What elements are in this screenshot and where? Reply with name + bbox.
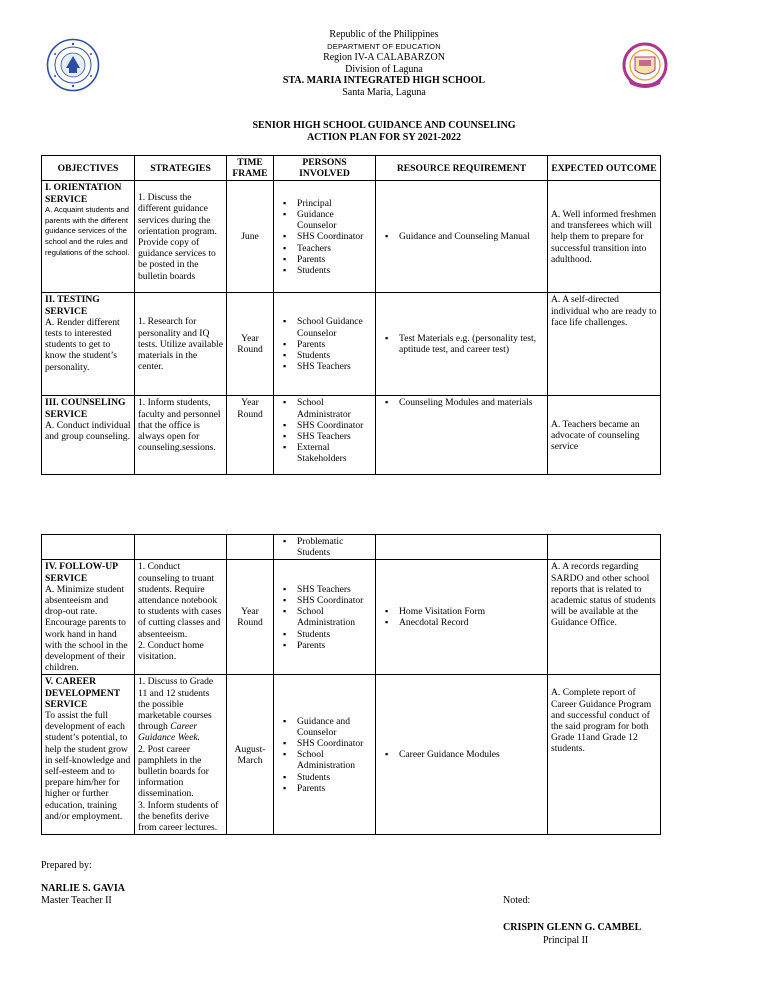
persons-list (277, 397, 372, 464)
resource-cell (376, 181, 548, 293)
persons-cell (274, 675, 376, 835)
document-title (0, 120, 768, 143)
list-item: ▪ Anecdotal Record (399, 617, 544, 628)
col-header: STRATEGIES (135, 156, 227, 181)
persons-cell (274, 396, 376, 475)
list-item: ▪ School Administration (297, 749, 372, 771)
strategy-cell: 1. Discuss the different guidance services during the orientation program. Provide copy of guidance services to be posted in the bulletin boards (135, 181, 227, 293)
list-item: ▪ Test Materials e.g. (personality test, aptitude test, and career test) (399, 333, 544, 355)
col-header: EXPECTED OUTCOME (548, 156, 661, 181)
time-frame-cell: August-March (227, 675, 274, 835)
resource-list (379, 397, 544, 408)
strategy-cell (135, 675, 227, 835)
list-item: ▪ Guidance and Counselor (297, 716, 372, 738)
school-name: STA. MARIA INTEGRATED HIGH SCHOOL (282, 75, 486, 86)
list-item: ▪ School Administration (297, 606, 372, 628)
objective-text: A. Conduct individual and group counseling. (45, 419, 131, 443)
list-item: ▪ External Stakeholders (297, 442, 372, 464)
table-row (42, 675, 661, 835)
noted-name: CRISPIN GLENN G. CAMBEL (503, 922, 642, 933)
strategy-cell: 1. Conduct counseling to truant students. Require attendance notebook to students with cases of cutting classes and absenteeism. 2. Conduct home visitation. (135, 560, 227, 675)
resource-cell (376, 396, 548, 475)
objective-text: A. Render different tests to interested students to get to know the student’s personality. (45, 316, 120, 373)
persons-cell (274, 535, 376, 560)
outcome-cell (548, 675, 661, 835)
list-item: ▪ Students (297, 265, 372, 276)
objective-text: A. Minimize student absenteeism and drop-out rate. Encourage parents to work hand in hand with the school in the development of their children. (45, 583, 128, 674)
prepared-by-label: Prepared by: (41, 860, 92, 871)
resource-list (379, 231, 544, 242)
objective-title: III. COUNSELING SERVICE (45, 397, 126, 420)
table-row (42, 396, 661, 475)
letterhead (0, 29, 768, 98)
list-item: ▪ School Guidance Counselor (297, 316, 372, 338)
persons-list (277, 198, 372, 276)
prepared-by-title: Master Teacher II (41, 895, 112, 906)
list-item: ▪ Parents (297, 783, 372, 794)
title-line-1: SENIOR HIGH SCHOOL GUIDANCE AND COUNSELING (252, 120, 516, 131)
strategy-text: 1. Discuss to Grade 11 and 12 students the possible marketable courses through (138, 676, 214, 733)
list-item: ▪ Guidance Counselor (297, 209, 372, 231)
list-item: ▪ Parents (297, 640, 372, 651)
col-header: TIME FRAME (227, 156, 274, 181)
col-header: OBJECTIVES (42, 156, 135, 181)
outcome-cell: A. Teachers became an advocate of counseling service (548, 396, 661, 475)
resource-cell (376, 293, 548, 396)
action-plan-table (41, 155, 661, 475)
noted-title: Principal II (543, 935, 589, 946)
empty-cell (227, 535, 274, 560)
department-line: DEPARTMENT OF EDUCATION (327, 41, 441, 51)
objective-title: IV. FOLLOW-UP SERVICE (45, 561, 118, 584)
list-item: ▪ SHS Teachers (297, 584, 372, 595)
persons-list (277, 536, 372, 558)
list-item: ▪ SHS Teachers (297, 361, 372, 372)
col-header: PERSONS INVOLVED (274, 156, 376, 181)
time-frame-cell: Year Round (227, 396, 274, 475)
persons-list (277, 316, 372, 372)
time-frame-cell: June (227, 181, 274, 293)
list-item: ▪ Career Guidance Modules (399, 749, 544, 760)
list-item: ▪ Students (297, 629, 372, 640)
objective-text: To assist the full development of each student’s potential, to help the student grow in self-knowledge and self-esteem and to prepare him/her for higher or further education, training and/or employment. (45, 710, 131, 822)
resource-list (379, 606, 544, 628)
outcome-cell: A. Well informed freshmen and transferees which will help them to prepare for successful transition into adulthood. (548, 181, 661, 293)
strategy-item: 2. Post career pamphlets in the bulletin boards for information dissemination. (138, 743, 209, 800)
strategy-emphasis: Career Guidance Week. (138, 721, 200, 744)
table-header-row (42, 156, 661, 181)
resource-cell (376, 560, 548, 675)
objective-title: V. CAREER DEVELOPMENT SERVICE (45, 676, 120, 710)
time-frame-cell: Year Round (227, 560, 274, 675)
action-plan-table-continued (41, 534, 661, 835)
persons-cell (274, 181, 376, 293)
objective-cell (42, 181, 135, 293)
outcome-cell: A. A self-directed individual who are ready to face life challenges. (548, 293, 661, 396)
list-item: ▪ Students (297, 350, 372, 361)
list-item: ▪ Home Visitation Form (399, 606, 544, 617)
strategy-cell: 1. Inform students, faculty and personnel that the office is always open for counseling.sessions. (135, 396, 227, 475)
list-item: ▪ Teachers (297, 243, 372, 254)
empty-cell (42, 535, 135, 560)
persons-cell (274, 293, 376, 396)
persons-list (277, 716, 372, 794)
objective-cell (42, 675, 135, 835)
list-item: ▪ SHS Coordinator (297, 231, 372, 242)
objective-text: A. Acquaint students and parents with the different guidance services of the school and the rules and regulations of the school. (45, 204, 130, 257)
objective-title: II. TESTING SERVICE (45, 294, 100, 317)
list-item: ▪ SHS Coordinator (297, 420, 372, 431)
list-item: ▪ Problematic Students (297, 536, 372, 558)
list-item: ▪ School Administrator (297, 397, 372, 419)
empty-cell (135, 535, 227, 560)
prepared-by-name: NARLIE S. GAVIA (41, 883, 126, 894)
objective-cell (42, 293, 135, 396)
list-item: ▪ Parents (297, 339, 372, 350)
table-row (42, 560, 661, 675)
empty-cell (548, 535, 661, 560)
objective-cell (42, 396, 135, 475)
empty-cell (376, 535, 548, 560)
list-item: ▪ Counseling Modules and materials (399, 397, 544, 408)
objective-cell (42, 560, 135, 675)
outcome-text: A. Complete report of Career Guidance Program and successful conduct of the said program for both Grade 11and Grade 12 students. (551, 687, 652, 755)
table-row (42, 293, 661, 396)
outcome-cell: A. A records regarding SARDO and other school reports that is related to academic status of students will be available at the Guidance Office. (548, 560, 661, 675)
list-item: ▪ SHS Teachers (297, 431, 372, 442)
division-line: Division of Laguna (345, 63, 423, 75)
noted-label: Noted: (503, 895, 531, 906)
resource-cell (376, 675, 548, 835)
strategy-cell: 1. Research for personality and IQ tests. Utilize available materials in the center. (135, 293, 227, 396)
list-item: ▪ Principal (297, 198, 372, 209)
resource-list (379, 333, 544, 355)
persons-list (277, 584, 372, 651)
region-line: Region IV-A CALABARZON (323, 52, 445, 63)
list-item: ▪ Students (297, 772, 372, 783)
resource-list (379, 749, 544, 760)
time-frame-cell: Year Round (227, 293, 274, 396)
objective-title: I. ORIENTATION SERVICE (45, 182, 122, 205)
table-row (42, 181, 661, 293)
table-row (42, 535, 661, 560)
col-header: RESOURCE REQUIREMENT (376, 156, 548, 181)
list-item: ▪ Parents (297, 254, 372, 265)
persons-cell (274, 560, 376, 675)
list-item: ▪ Guidance and Counseling Manual (399, 231, 544, 242)
school-address: Santa Maria, Laguna (342, 86, 426, 98)
strategy-item: 3. Inform students of the benefits derive from career lectures. (138, 799, 219, 834)
strategy-item (138, 676, 223, 743)
list-item: ▪ SHS Coordinator (297, 595, 372, 606)
title-line-2: ACTION PLAN FOR SY 2021-2022 (306, 131, 462, 143)
list-item: ▪ SHS Coordinator (297, 738, 372, 749)
republic-line: Republic of the Philippines (329, 29, 439, 40)
